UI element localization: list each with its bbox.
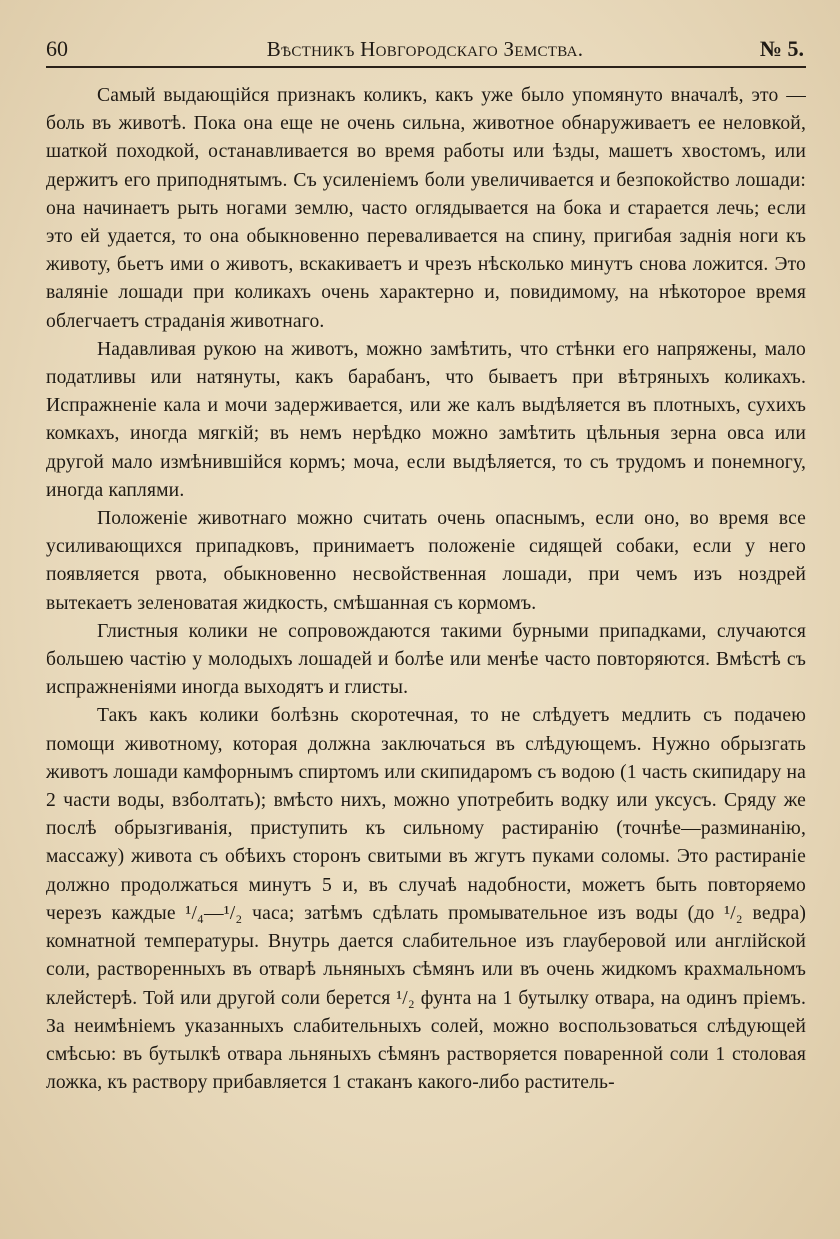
issue-number: № 5. [759, 36, 804, 61]
paragraph: Положеніе животнаго можно считать очень опаснымъ, если оно, во время все усиливающихся припадковъ, принимаетъ положеніе сидящей собаки, если у него появляется рвота, обыкновенно несвойственная лошади, при чемъ изъ ноздрей вытекаетъ зеленоватая жидкость, смѣшанная съ кормомъ. [46, 508, 806, 614]
paragraph: Самый выдающійся признакъ коликъ, какъ уже было упомянуто вначалѣ, это — боль въ животѣ. Пока она еще не очень сильна, животное обнаруживаетъ ее неловкой, шаткой походкой, останавливается во время работы или ѣзды, машетъ хвостомъ, или держитъ его приподнятымъ. Съ усиленіемъ боли увеличивается и безпокойство лошади: она начинаетъ рыть ногами землю, часто оглядывается на бока и старается лечь; если это ей удается, то она обыкновенно переваливается на спину, пригибая заднія ноги къ животу, бьетъ ими о животъ, вскакиваетъ и чрезъ нѣсколько минутъ снова ложится. Это валяніе лошади при коликахъ очень характерно и, повидимому, на нѣкоторое время облегчаетъ страданія животнаго. [46, 85, 806, 332]
running-header [46, 34, 804, 64]
body-text [46, 82, 806, 1097]
paragraph: Надавливая рукою на животъ, можно замѣтить, что стѣнки его напряжены, мало податливы или натянуты, какъ барабанъ, что бываетъ при вѣтряныхъ коликахъ. Испражненіе кала и мочи задерживается, или же калъ выдѣляется въ плотныхъ, сухихъ комкахъ, иногда мягкій; въ немъ нерѣдко можно замѣтить цѣльныя зерна овса или другой мало измѣнившійся кормъ; моча, если выдѣляется, то съ трудомъ и понемногу, иногда каплями. [46, 338, 806, 501]
header-rule [46, 66, 806, 68]
paragraph: Такъ какъ колики болѣзнь скоротечная, то не слѣдуетъ медлить съ подачею помощи животному, которая должна заключаться въ слѣдующемъ. Нужно обрызгать животъ лошади камфорнымъ спиртомъ или скипидаромъ съ водою (1 часть скипидару на 2 части воды, взболтать); вмѣсто нихъ, можно употребить водку или уксусъ. Сряду же послѣ обрызгиванія, приступить къ сильному растиранію (точнѣе—разминанію, массажу) живота съ обѣихъ сторонъ свитыми въ жгутъ пуками соломы. Это растираніе должно продолжаться минутъ 5 и, въ случаѣ надобности, можетъ быть повторяемо черезъ каждые ¹/₄—¹/₂ часа; затѣмъ сдѣлать промывательное изъ воды (до ¹/₂ ведра) комнатной температуры. Внутрь дается слабительное изъ глауберовой или англійской соли, растворенныхъ въ отварѣ льняныхъ сѣмянъ или въ очень жидкомъ крахмальномъ клейстерѣ. Той или другой соли берется ¹/₂ фунта на 1 бутылку отвара, на одинъ пріемъ. За неимѣніемъ указанныхъ слабительныхъ солей, можно воспользоваться слѣдующей смѣсью: въ бутылкѣ отвара льняныхъ сѣмянъ растворяется поваренной соли 1 столовая ложка, къ раствору прибавляется 1 стаканъ какого-либо раститель- [46, 705, 806, 1094]
paragraph: Глистныя колики не сопровождаются такими бурными припадками, случаются большею частію у молодыхъ лошадей и болѣе или менѣе часто повторяются. Вмѣстѣ съ испражненіями иногда выходятъ и глисты. [46, 620, 806, 699]
journal-title: Вѣстникъ Новгородскаго Земства. [266, 37, 584, 61]
page-number: 60 [46, 36, 68, 61]
